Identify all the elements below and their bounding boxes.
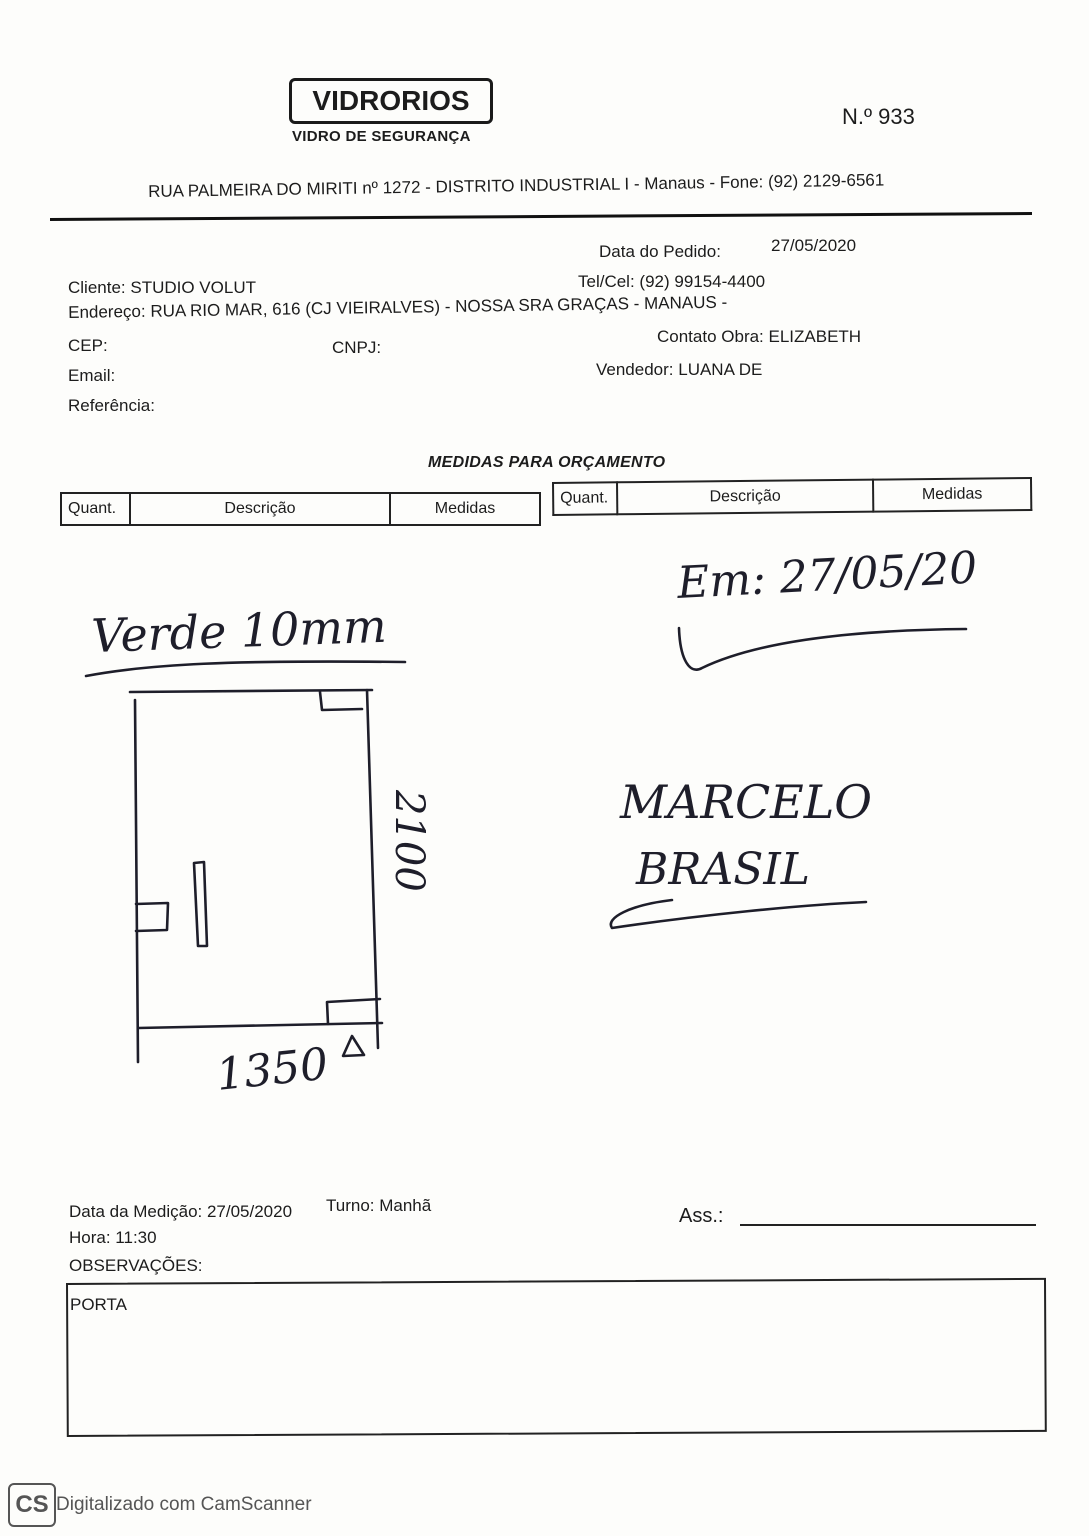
column-description: Descrição — [130, 493, 390, 525]
phone-field: Tel/Cel: (92) 99154-4400 — [578, 272, 766, 291]
door-bottom-edge — [138, 1023, 382, 1028]
name-underline — [611, 900, 866, 928]
door-right-edge — [367, 690, 378, 1048]
check-mark — [679, 628, 966, 670]
top-corner-mark — [320, 692, 362, 710]
reference-field: Referência: — [68, 396, 155, 415]
logo-text: VIDRORIOS — [312, 85, 470, 116]
title-underline — [86, 662, 405, 676]
measurement-date: Data da Medição: 27/05/2020 — [69, 1202, 293, 1221]
hinge-mark — [136, 903, 168, 931]
handwritten-height: 2100 — [386, 790, 432, 892]
observations-box — [66, 1278, 1047, 1437]
order-date-label: Data do Pedido: — [599, 242, 721, 261]
triangle-mark — [343, 1036, 364, 1056]
door-top-edge — [130, 690, 372, 692]
site-contact-field: Contato Obra: ELIZABETH — [657, 327, 862, 346]
handwritten-name-first: MARCELO — [620, 775, 872, 829]
company-address: RUA PALMEIRA DO MIRITI nº 1272 - DISTRITO INDUSTRIAL I - Manaus - Fone: (92) 2129-6561 — [148, 170, 885, 201]
column-description: Descrição — [617, 480, 873, 515]
camscanner-logo-icon: CS — [8, 1483, 56, 1527]
handle-mark — [194, 862, 207, 946]
company-tagline: VIDRO DE SEGURANÇA — [292, 128, 471, 145]
cnpj-field: CNPJ: — [332, 338, 382, 357]
column-quantity: Quant. — [553, 482, 617, 515]
door-left-edge — [135, 700, 138, 1062]
address-field: Endereço: RUA RIO MAR, 616 (CJ VIEIRALVES) - NOSSA SRA GRAÇAS - MANAUS - — [68, 292, 728, 322]
camscanner-watermark: Digitalizado com CamScanner — [56, 1494, 312, 1515]
cep-field: CEP: — [68, 336, 108, 355]
observations-label: OBSERVAÇÕES: — [69, 1256, 203, 1275]
signature-label: Ass.: — [679, 1205, 724, 1227]
document-number: N.º 933 — [842, 104, 915, 129]
email-field: Email: — [68, 366, 116, 385]
client-field: Cliente: STUDIO VOLUT — [68, 278, 256, 297]
time-field: Hora: 11:30 — [69, 1228, 157, 1247]
handwritten-width: 1350 — [213, 1038, 331, 1101]
signature-line — [740, 1224, 1036, 1226]
column-quantity: Quant. — [61, 493, 130, 525]
handwritten-name-last: BRASIL — [636, 844, 810, 895]
order-date-value: 27/05/2020 — [771, 236, 857, 255]
seller-field: Vendedor: LUANA DE — [596, 360, 763, 379]
column-measures: Medidas — [390, 493, 540, 525]
observations-text: PORTA — [70, 1295, 127, 1314]
handwritten-title: Verde 10mm — [90, 598, 388, 663]
handwritten-date: Em: 27/05/20 — [675, 542, 979, 609]
shift-field: Turno: Manhã — [326, 1196, 432, 1215]
bottom-corner-mark — [327, 999, 380, 1024]
measures-title: MEDIDAS PARA ORÇAMENTO — [428, 454, 666, 471]
column-measures: Medidas — [873, 478, 1031, 512]
